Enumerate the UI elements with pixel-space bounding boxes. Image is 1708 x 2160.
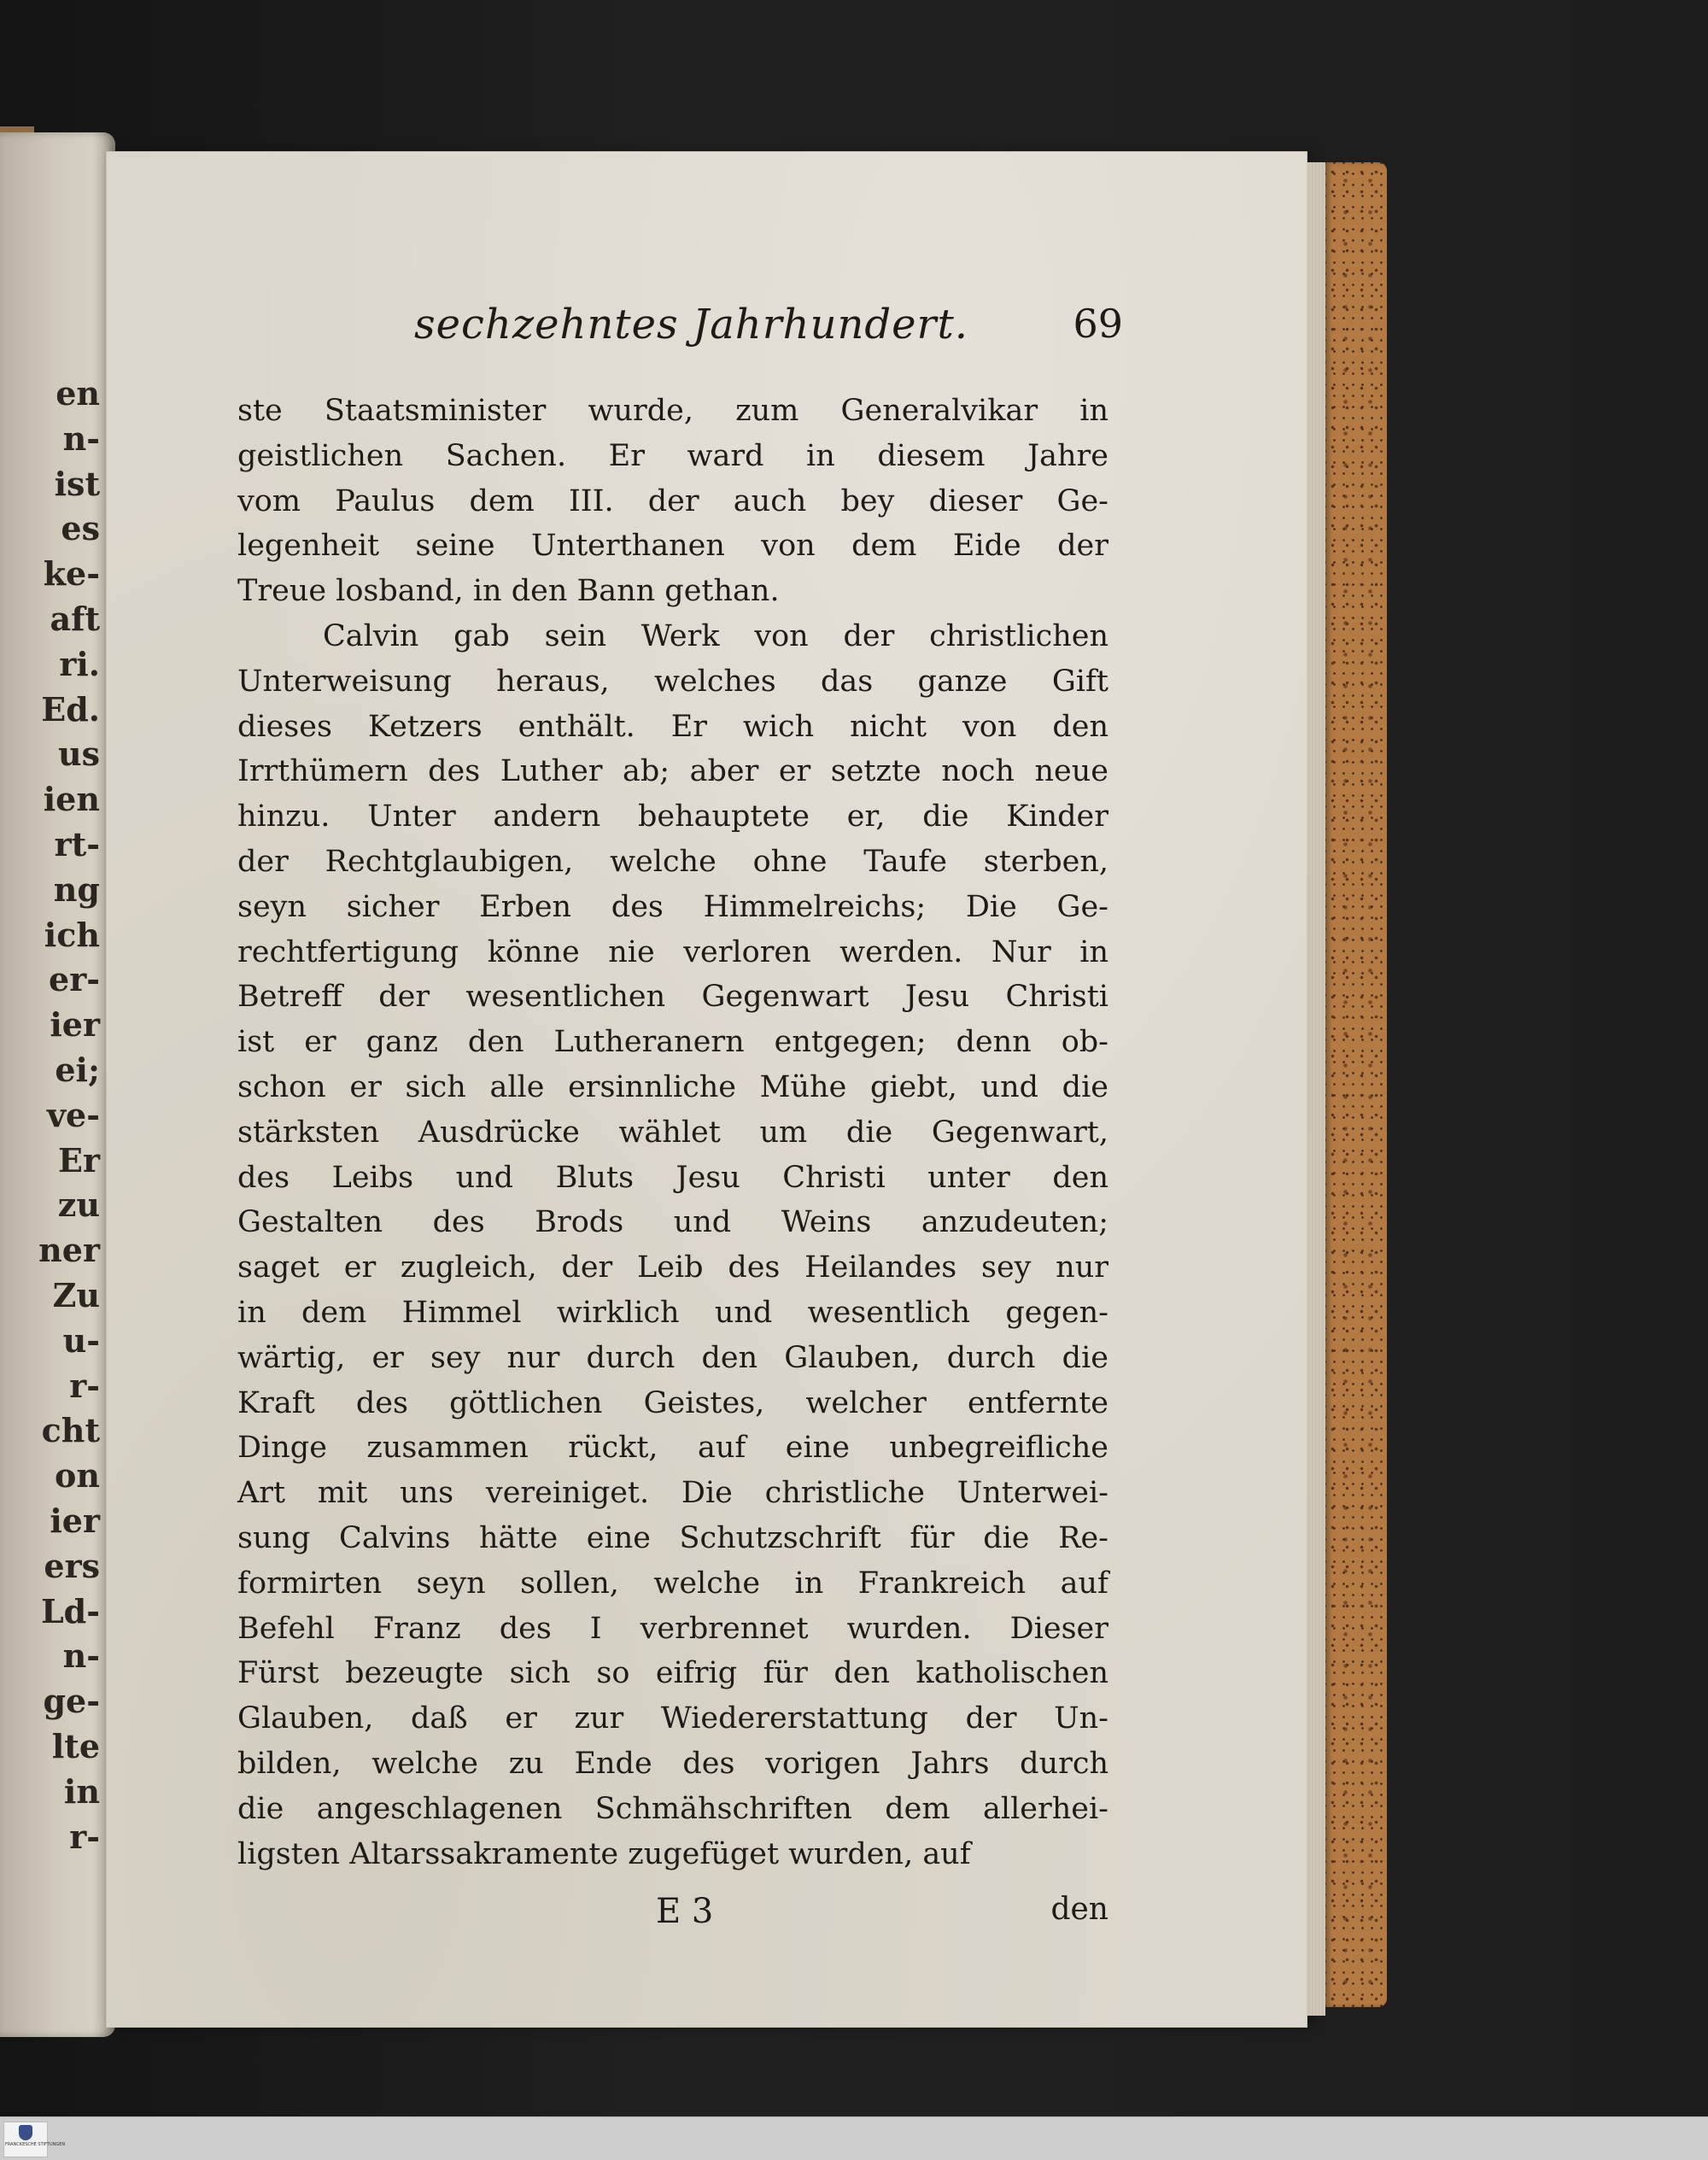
left-page-fragment: es bbox=[61, 509, 100, 548]
left-page-fragment: ke- bbox=[43, 554, 100, 594]
left-page-fragment: Er bbox=[58, 1140, 100, 1180]
text-line: bilden, welche zu Ende des vorigen Jahrs durch bbox=[237, 1746, 1108, 1781]
left-page-fragment: ier bbox=[50, 1005, 100, 1045]
left-page-fragment: er- bbox=[49, 960, 100, 999]
left-page-fragment: aft bbox=[50, 599, 100, 638]
left-page-fragment: en bbox=[56, 374, 100, 413]
left-page-fragment: on bbox=[55, 1456, 100, 1496]
text-line: rechtfertigung könne nie verloren werden. Nur in bbox=[237, 934, 1108, 969]
text-line: Irrthümern des Luther ab; aber er setzte noch neue bbox=[237, 754, 1108, 789]
left-page-fragment: ier bbox=[50, 1501, 100, 1540]
left-page-fragment: ei; bbox=[55, 1050, 100, 1089]
text-line: Fürst bezeugte sich so eifrig für den katholischen bbox=[237, 1656, 1108, 1691]
viewer-bottom-bar bbox=[0, 2116, 1708, 2160]
left-page-fragment: rt- bbox=[54, 824, 100, 863]
logo-caption: FRANCKESCHE STIFTUNGEN bbox=[5, 2142, 66, 2147]
left-page-fragment: in bbox=[63, 1771, 100, 1811]
text-line: Unterweisung heraus, welches das ganze Gift bbox=[237, 664, 1108, 699]
text-line: Art mit uns vereiniget. Die christliche Unterwei- bbox=[237, 1476, 1108, 1511]
left-page-fragment: zu bbox=[57, 1185, 100, 1225]
left-page-fragment: Ed. bbox=[41, 689, 100, 729]
text-line: hinzu. Unter andern behauptete er, die Kinder bbox=[237, 799, 1108, 834]
text-line: stärksten Ausdrücke wählet um die Gegenwart, bbox=[237, 1115, 1108, 1150]
text-line: geistlichen Sachen. Er ward in diesem Jahre bbox=[237, 438, 1108, 473]
text-line: Treue losband, in den Bann gethan. bbox=[237, 574, 780, 609]
text-line: dieses Ketzers enthält. Er wich nicht von den bbox=[237, 709, 1108, 744]
text-line: Dinge zusammen rückt, auf eine unbegreifliche bbox=[237, 1431, 1108, 1466]
left-page-fragment: n- bbox=[62, 1636, 100, 1676]
left-page-fragment: ve- bbox=[46, 1095, 100, 1134]
left-page-fragment: ist bbox=[54, 464, 100, 503]
text-line: formirten seyn sollen, welche in Frankreich auf bbox=[237, 1566, 1108, 1601]
running-title: sechzehntes Jahrhundert. bbox=[414, 301, 969, 348]
left-page-fragment: ich bbox=[44, 915, 100, 954]
catchword: den bbox=[1050, 1892, 1108, 1927]
text-body bbox=[237, 389, 1108, 1876]
page-number: 69 bbox=[1073, 301, 1123, 347]
left-page-fragment: cht bbox=[41, 1411, 100, 1450]
text-line: in dem Himmel wirklich und wesentlich gegen- bbox=[237, 1295, 1108, 1330]
left-page-fragment: Zu bbox=[52, 1275, 100, 1314]
page-footer bbox=[237, 1892, 1108, 1943]
book-cover-edge bbox=[1325, 162, 1387, 2007]
text-line: legenheit seine Unterthanen von dem Eide der bbox=[237, 529, 1108, 564]
left-page-fragment: ge- bbox=[43, 1682, 100, 1721]
left-page-edge bbox=[0, 132, 115, 2037]
text-line: saget er zugleich, der Leib des Heilandes sey nur bbox=[237, 1250, 1108, 1285]
text-line: Gestalten des Brods und Weins anzudeuten; bbox=[237, 1205, 1108, 1240]
text-line: Calvin gab sein Werk von der christlichen bbox=[323, 618, 1108, 653]
left-page-fragment: ien bbox=[43, 780, 100, 819]
text-line: der Rechtglaubigen, welche ohne Taufe sterben, bbox=[237, 844, 1108, 879]
institution-logo[interactable] bbox=[3, 2122, 66, 2157]
text-line: des Leibs und Bluts Jesu Christi unter den bbox=[237, 1160, 1108, 1195]
left-page-fragment: ng bbox=[53, 869, 100, 909]
left-page-fragment: lte bbox=[51, 1726, 100, 1765]
left-page-fragment: us bbox=[57, 735, 100, 774]
left-page-fragment: r- bbox=[69, 1366, 100, 1405]
text-line: Betreff der wesentlichen Gegenwart Jesu Christi bbox=[237, 980, 1108, 1015]
text-line: ligsten Altarssakramente zugefüget wurden, auf bbox=[237, 1836, 971, 1871]
left-page-fragment-column bbox=[38, 372, 100, 1859]
left-page-fragment: ri. bbox=[59, 644, 100, 683]
left-page-fragment: r- bbox=[69, 1817, 100, 1856]
text-line: die angeschlagenen Schmähschriften dem allerhei- bbox=[237, 1791, 1108, 1826]
text-line: Glauben, daß er zur Wiedererstattung der Un- bbox=[237, 1701, 1108, 1736]
left-page-fragment: n- bbox=[62, 419, 100, 458]
text-line: wärtig, er sey nur durch den Glauben, durch die bbox=[237, 1340, 1108, 1375]
text-line: Kraft des göttlichen Geistes, welcher entfernte bbox=[237, 1385, 1108, 1420]
page-edges bbox=[1307, 162, 1325, 2016]
text-line: Befehl Franz des I verbrennet wurden. Dieser bbox=[237, 1611, 1108, 1646]
text-line: seyn sicher Erben des Himmelreichs; Die Ge- bbox=[237, 889, 1108, 924]
text-line: ist er ganz den Lutheranern entgegen; denn ob- bbox=[237, 1025, 1108, 1060]
text-line: ste Staatsminister wurde, zum Generalvikar in bbox=[237, 394, 1108, 428]
left-page-fragment: ner bbox=[38, 1231, 100, 1270]
left-page-fragment: Ld- bbox=[40, 1591, 100, 1630]
text-line: vom Paulus dem III. der auch bey dieser Ge- bbox=[237, 483, 1108, 518]
running-head bbox=[414, 301, 1123, 352]
text-line: sung Calvins hätte eine Schutzschrift für die Re- bbox=[237, 1520, 1108, 1555]
logo-emblem-icon bbox=[19, 2125, 32, 2140]
left-page-fragment: u- bbox=[62, 1320, 100, 1360]
left-page-fragment: ers bbox=[44, 1546, 100, 1585]
text-line: schon er sich alle ersinnliche Mühe giebt, und die bbox=[237, 1069, 1108, 1104]
signature-mark: E 3 bbox=[656, 1892, 714, 1931]
